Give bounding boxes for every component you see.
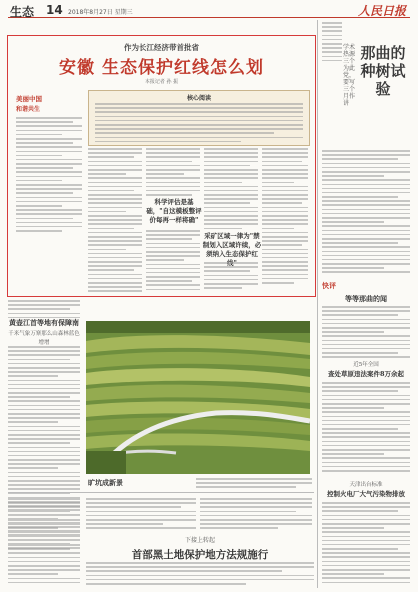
- terraced-fields-photo: [86, 321, 310, 474]
- sidebar-text: [16, 117, 82, 232]
- lead-subhead-1: 科学评估是基础，"自这模板整评价每再一样将确": [146, 198, 202, 224]
- section-subtag: 和谐共生: [16, 106, 41, 113]
- lead-body-col-4: [262, 148, 308, 286]
- lead-body-col-3: [204, 148, 258, 232]
- bottom-text-upper: [86, 498, 196, 532]
- quick-review-tag: 快评: [322, 282, 336, 290]
- lead-headline: 安徽 生态保护红线怎么划: [59, 58, 264, 78]
- section-tag: 美丽中国: [16, 95, 42, 103]
- right-kicker: 学术热源三个为此党，要写三个月作讲: [343, 44, 356, 107]
- lead-byline: 本报记者 孙 振: [144, 79, 179, 85]
- page-header: [8, 3, 410, 18]
- right-subhead-1: 等等那曲的闻: [345, 294, 387, 303]
- lead-subhead-2: 采矿区域一律为"禁制划入区域许续，必须纳入生态保护红: [202, 232, 262, 258]
- photo-caption-text: [196, 478, 312, 491]
- right-headline: 那曲的种树试验: [360, 44, 406, 98]
- right-subhead-3: 控制火电厂大气污染物排放: [327, 490, 405, 498]
- right-text-2: [322, 306, 410, 360]
- bottom-kicker: 下接上转起: [184, 537, 215, 544]
- lead-body-col-1: [88, 148, 142, 295]
- lead-kicker: 作为长江经济带首批省: [124, 43, 199, 52]
- left-subhead-2: 黄壶江首等地有保障南: [9, 318, 79, 327]
- lead-body-col-2: [146, 148, 200, 198]
- right-top-text: [322, 22, 342, 64]
- right-subhead-3-kicker: 天津出台标准: [349, 482, 383, 488]
- issue-date: 2018年8月27日 星期三: [68, 9, 133, 16]
- right-text-4: [322, 502, 410, 586]
- photo-image: [86, 321, 310, 474]
- bottom-headline: 首部黑土地保护地方法规施行: [131, 549, 269, 561]
- masthead-logo: 人民日报: [357, 4, 406, 18]
- right-body-text: [322, 150, 410, 276]
- right-subhead-2-kicker: 近5年全国: [353, 362, 379, 368]
- left-sidebar: [16, 94, 86, 234]
- right-subhead-2: 查处草原违法案件8万余起: [327, 370, 405, 378]
- bottom-text-lower: [86, 562, 314, 587]
- left-subhead-3: 千米气象万寨那么山森林蓝色增增: [8, 331, 80, 346]
- bottom-text-upper-2: [200, 498, 312, 532]
- photo-caption: 旷坑成新景: [88, 478, 123, 487]
- page-number: 14: [46, 3, 63, 17]
- section-name: 生态: [10, 5, 35, 19]
- core-reading-box: [88, 90, 310, 146]
- lead-story-frame: [7, 35, 316, 297]
- right-text-3: [322, 382, 410, 474]
- bottom-left-text: [8, 498, 80, 586]
- core-reading-title: 核心阅读: [186, 95, 211, 102]
